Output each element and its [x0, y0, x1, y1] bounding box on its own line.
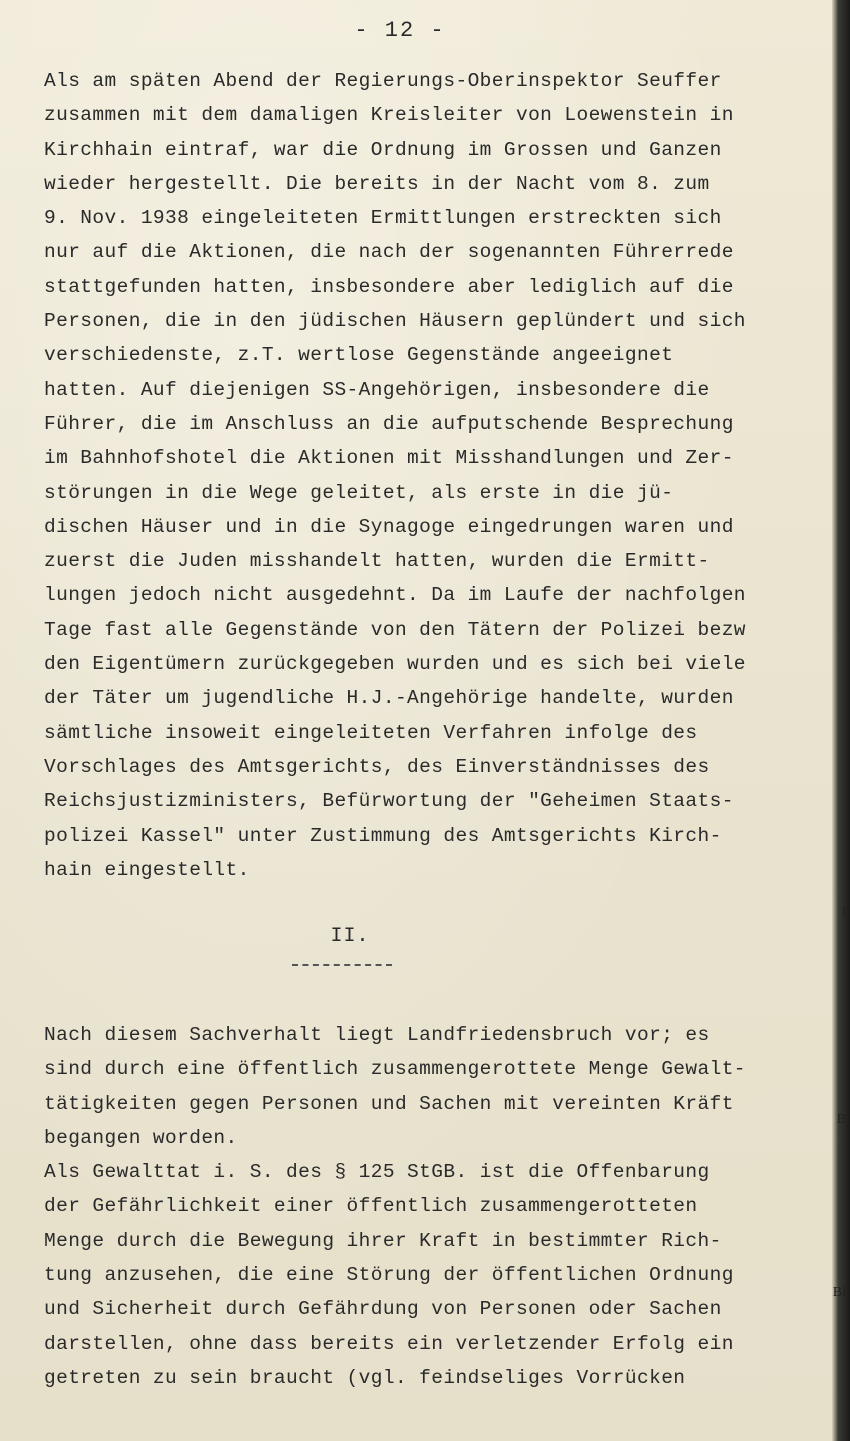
page-number: - 12 -: [354, 18, 446, 43]
paragraph-2: Nach diesem Sachverhalt liegt Landfriedensbruch vor; es sind durch eine öffentlich zusammengerottete Menge Gewalt- tätigkeiten gegen Personen und Sachen mit vereinten Kräft begangen worden. Als Gewalttat i. S. des § 125 StGB. ist die Offenbarung der Gefährlichkeit einer öffentlich zusammengerotteten Menge durch die Bewegung ihrer Kraft in bestimmter Rich- tung anzusehen, die eine Störung der öffentlichen Ordnung und Sicherheit durch Gefährdung von Personen oder Sachen darstellen, ohne dass bereits ein verletzender Erfolg ein getreten zu sein braucht (vgl. feindseliges Vorrücken: [44, 1024, 746, 1389]
paragraph-1: Als am späten Abend der Regierungs-Oberinspektor Seuffer zusammen mit dem damaligen Kreisleiter von Loewenstein in Kirchhain eintraf, war die Ordnung im Grossen und Ganzen wieder hergestellt. Die bereits in der Nacht vom 8. zum 9. Nov. 1938 eingeleiteten Ermittlungen erstreckten sich nur auf die Aktionen, die nach der sogenannten Führerrede stattgefunden hatten, insbesondere aber lediglich auf die Personen, die in den jüdischen Häusern geplündert und sich verschiedenste, z.T. wertlose Gegenstände angeeignet hatten. Auf diejenigen SS-Angehörigen, insbesondere die Führer, die im Anschluss an die aufputschende Besprechung im Bahnhofshotel die Aktionen mit Misshandlungen und Zer- störungen in die Wege geleitet, als erste in die jü- dischen Häuser und in die Synagoge eingedrungen waren und zuerst die Juden misshandelt hatten, wurden die Ermitt- lungen jedoch nicht ausgedehnt. Da im Laufe der nachfolgen Tage fast alle Gegenstände von den Tätern der Polizei bezw den Eigentümern zurückgegeben wurden und es sich bei viele der Täter um jugendliche H.J.-Angehörige handelte, wurden sämtliche insoweit eingeleiteten Verfahren infolge des Vorschlages des Amtsgerichts, des Einverständnisses des Reichsjustizministers, Befürwortung der "Geheimen Staats- polizei Kassel" unter Zustimmung des Amtsgerichts Kirch- hain eingestellt.: [44, 70, 746, 881]
margin-note: B: [836, 1112, 846, 1127]
margin-note: Bl: [832, 1285, 846, 1300]
page-binding-edge: [832, 0, 850, 1441]
margin-note: I: [841, 905, 846, 920]
section-heading: II.: [330, 925, 370, 948]
section-divider: [292, 964, 392, 966]
